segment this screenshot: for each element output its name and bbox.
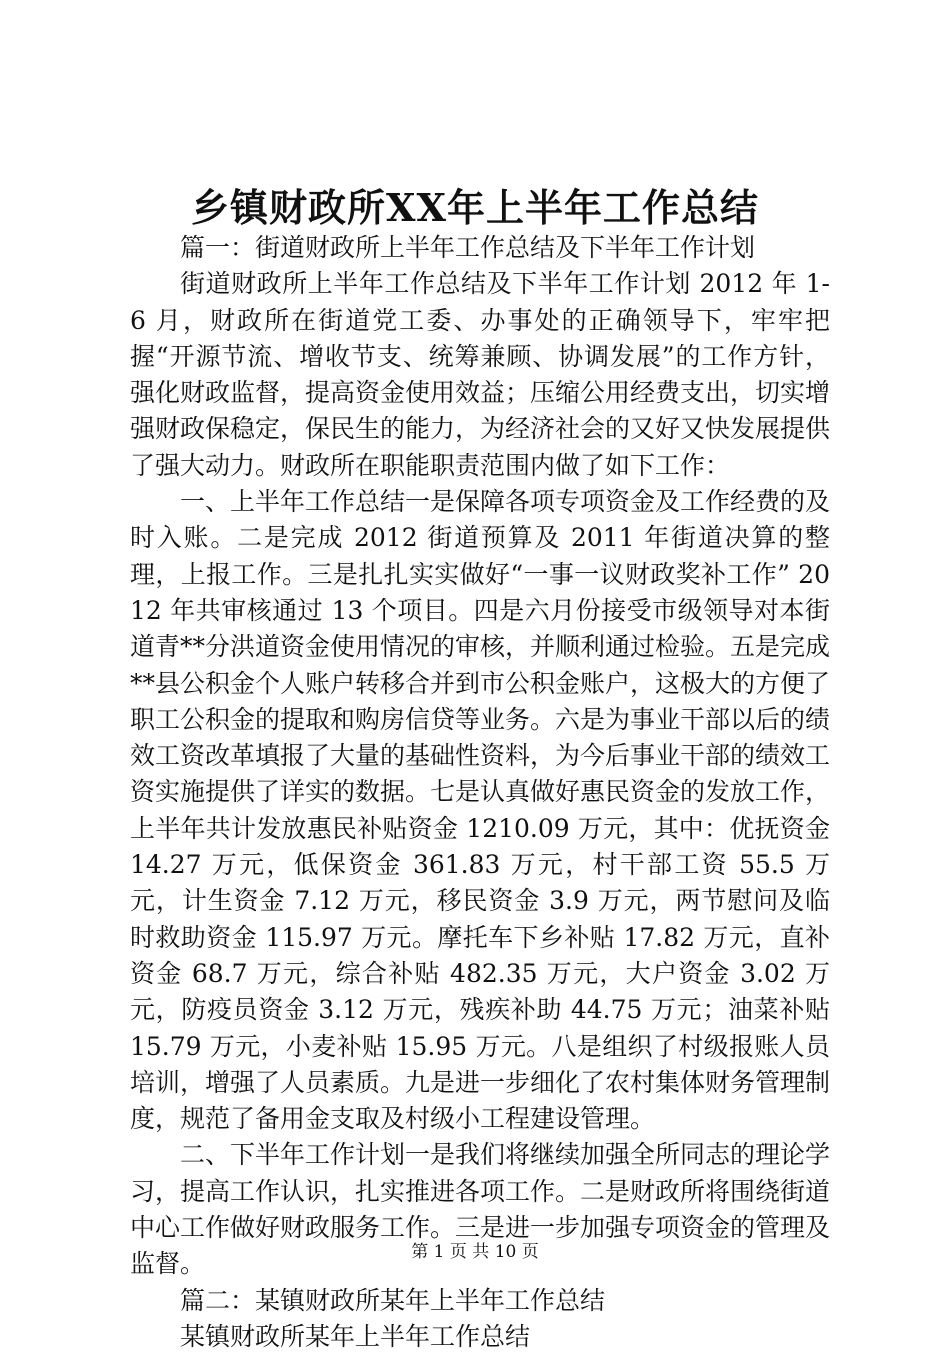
- document-title: 乡镇财政所XX年上半年工作总结: [191, 185, 759, 230]
- body-paragraph: 某镇财政所某年上半年工作总结: [180, 1321, 531, 1351]
- section-heading-1: 篇一：街道财政所上半年工作总结及下半年工作计划: [180, 233, 756, 262]
- body-paragraph: 街道财政所上半年工作总结及下半年工作计划 2012 年 1-6 月，财政所在街道党工委、办事处的正确领导下，牢牢把握“开源节流、增收节支、统筹兼顾、协调发展”的工作方针，强化财政监督，提高资金使用效益；压缩公用经费支出，切实增强财政保稳定，保民生的能力，为经济社会的又好又快发展提供了强大动力。财政所在职能职责范围内做了如下工作：: [130, 269, 831, 480]
- page-number-footer: 第 1 页 共 10 页: [411, 1242, 539, 1262]
- section-heading-2: 篇二：某镇财政所某年上半年工作总结: [180, 1285, 606, 1315]
- body-paragraph: 二、下半年工作计划一是我们将继续加强全所同志的理论学习，提高工作认识，扎实推进各项工作。二是财政所将围绕街道中心工作做好财政服务工作。三是进一步加强专项资金的管理及监督。: [130, 1140, 831, 1279]
- document-body: [130, 230, 830, 1355]
- body-paragraph: 一、上半年工作总结一是保障各项专项资金及工作经费的及时入账。二是完成 2012 街道预算及 2011 年街道决算的整理，上报工作。三是扎扎实实做好“一事一议财政奖补工作” 2012 年共审核通过 13 个项目。四是六月份接受市级领导对本街道青**分洪道资金使用情况的审核，并顺利通过检验。五是完成**县公积金个人账户转移合并到市公积金账户，这极大的方便了职工公积金的提取和购房信贷等业务。六是为事业干部以后的绩效工资改革填报了大量的基础性资料，为今后事业干部的绩效工资实施提供了详实的数据。七是认真做好惠民资金的发放工作，上半年共计发放惠民补贴资金 1210.09 万元，其中：优抚资金 14.27 万元，低保资金 361.83 万元，村干部工资 55.5 万元，计生资金 7.12 万元，移民资金 3.9 万元，两节慰问及临时救助资金 115.97 万元。摩托车下乡补贴 17.82 万元，直补资金 68.7 万元，综合补贴 482.35 万元，大户资金 3.02 万元，防疫员资金 3.12 万元，残疾补助 44.75 万元；油菜补贴 15.79 万元，小麦补贴 15.95 万元。八是组织了村级报账人员培训，增强了人员素质。九是进一步细化了农村集体财务管理制度，规范了备用金支取及村级小工程建设管理。: [130, 487, 831, 1134]
